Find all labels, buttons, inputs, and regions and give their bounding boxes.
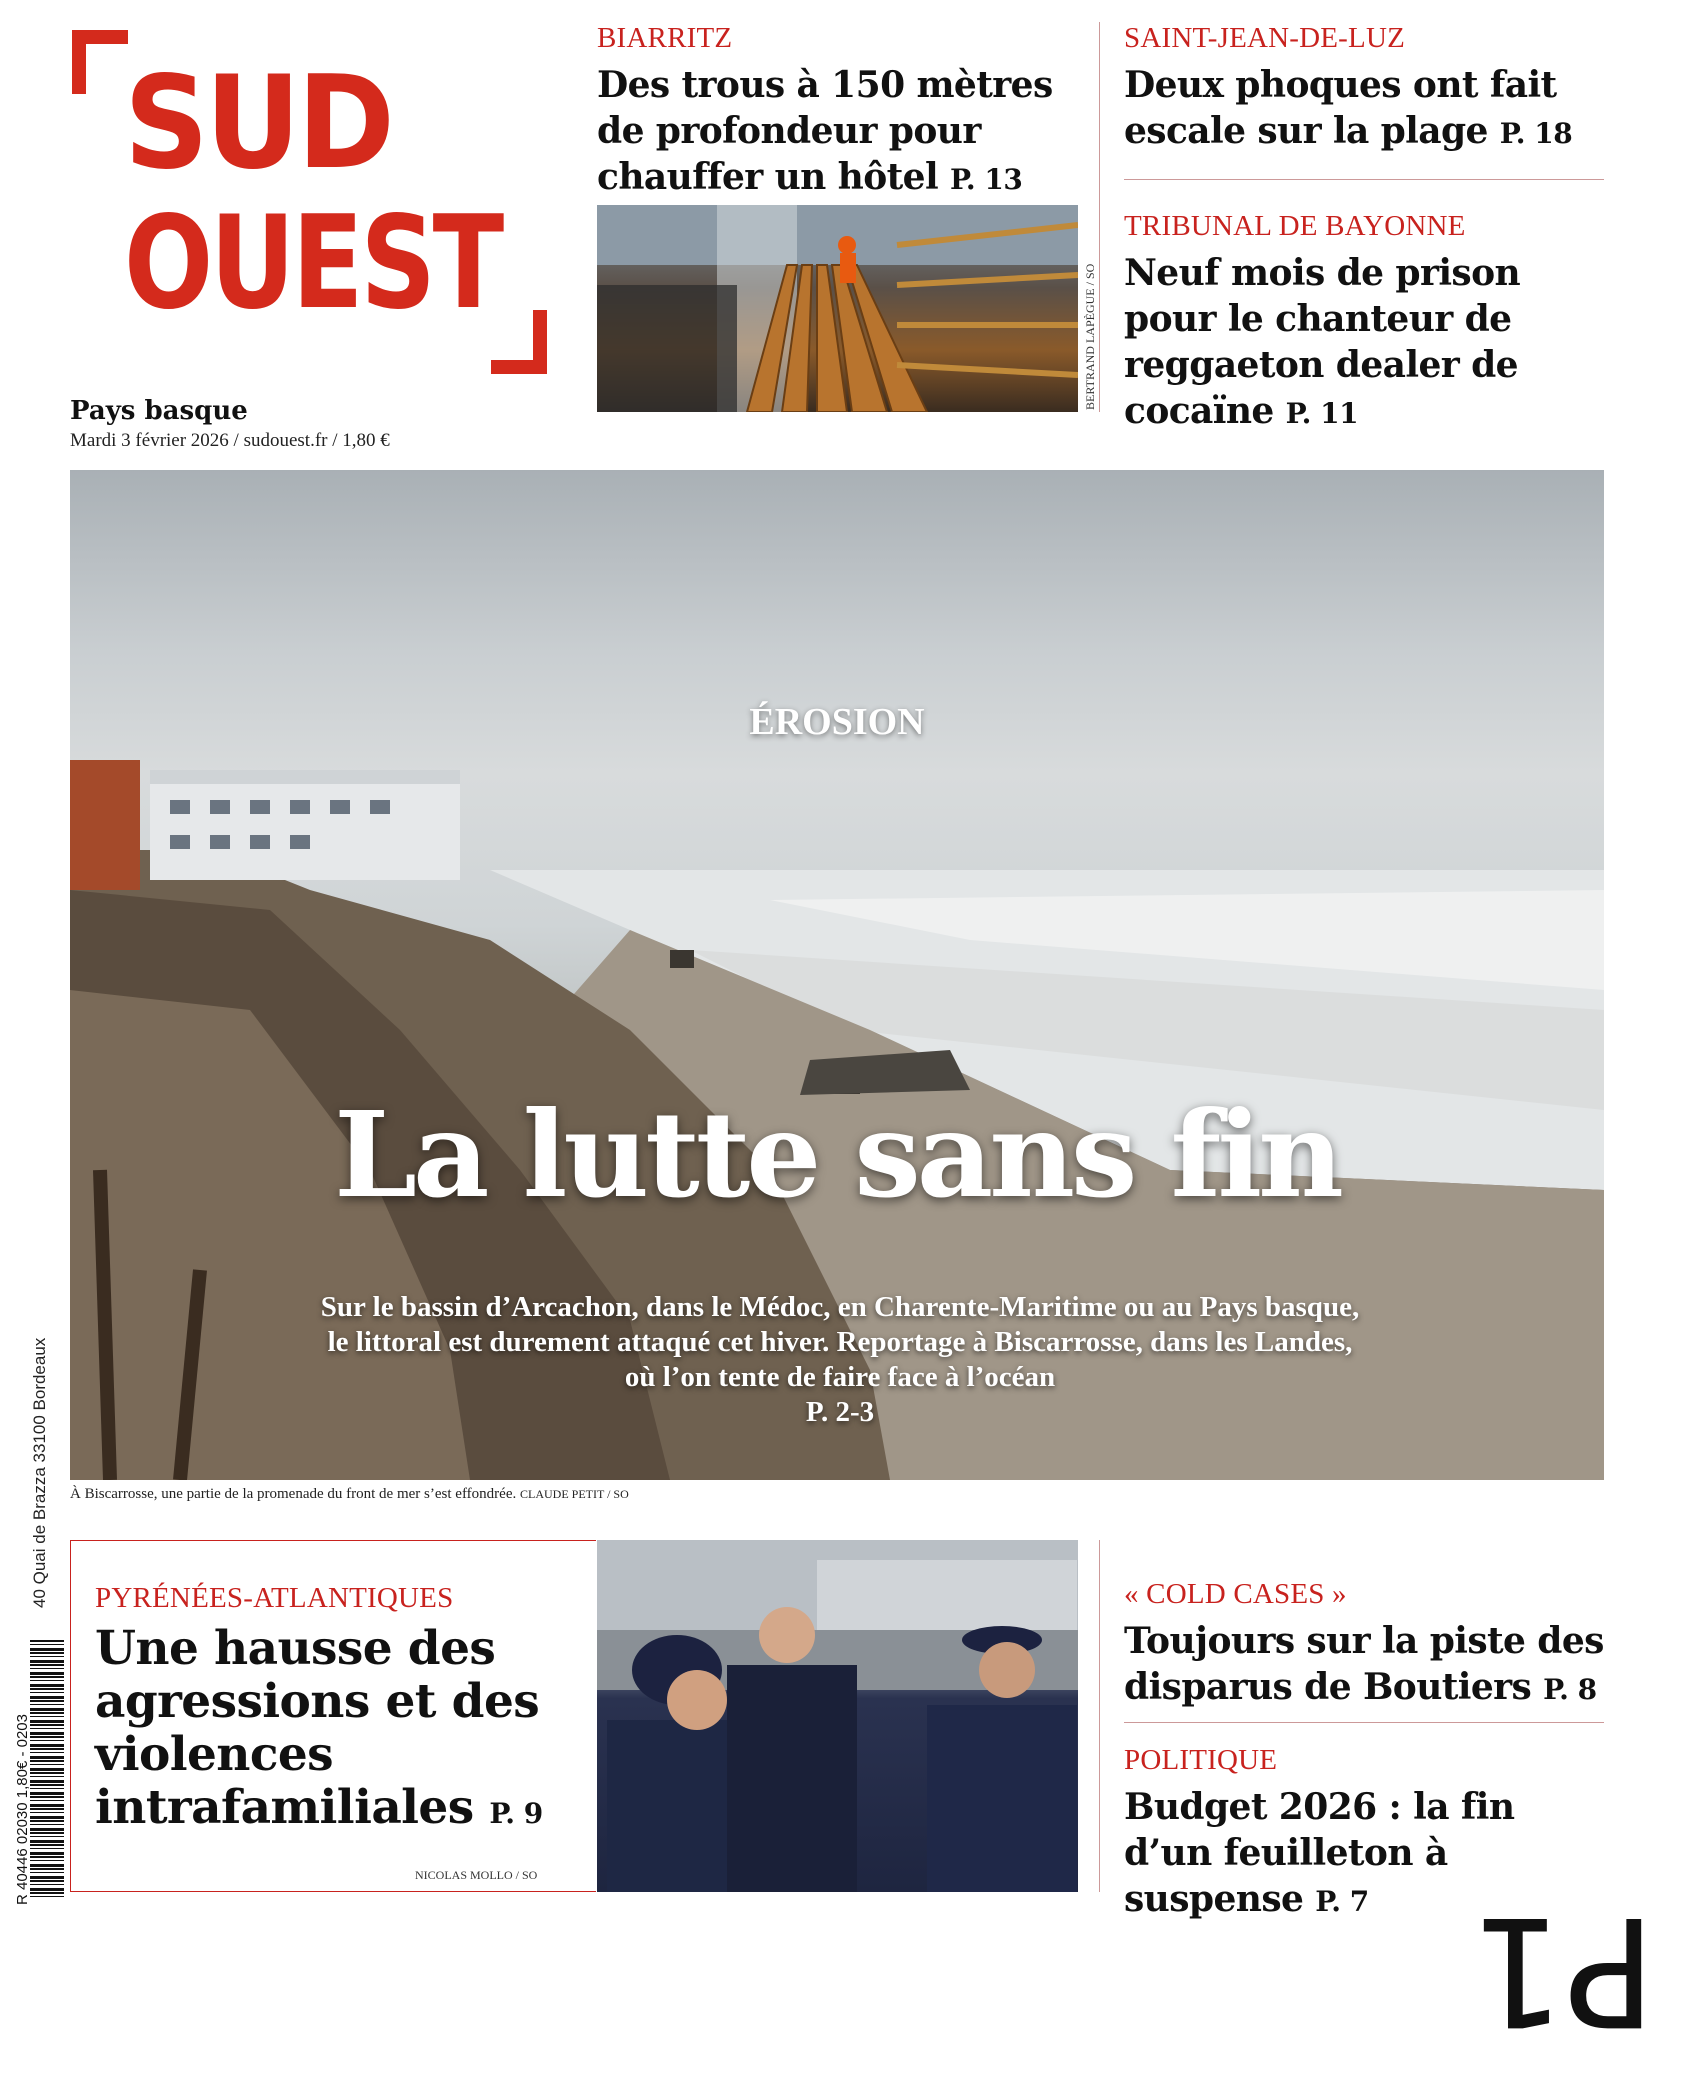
story-kicker-saint-jean-de-luz: SAINT-JEAN-DE-LUZ: [1124, 22, 1406, 54]
barcode-text: R 40446 02030 1,80€ - 0203: [14, 1714, 31, 1905]
headline-text: Toujours sur la piste des disparus de Boutiers: [1124, 1620, 1604, 1708]
photo-credit-pyrenees: NICOLAS MOLLO / SO: [415, 1868, 538, 1882]
headline-text: Neuf mois de prison pour le chanteur de reggaeton dealer de cocaïne: [1124, 252, 1521, 432]
logo-line-sud: SUD: [124, 49, 392, 198]
photo-customs-officers: [597, 1540, 1078, 1892]
logo-bracket-top-left-bar: [72, 30, 128, 44]
lead-kicker: ÉROSION: [749, 701, 925, 743]
headline-text: Deux phoques ont fait escale sur la plage: [1124, 64, 1557, 152]
corner-page-mark: Ρ1: [1470, 1883, 1656, 2057]
story-headline-biarritz[interactable]: [597, 62, 1057, 203]
page-ref: P. 9: [489, 1797, 543, 1830]
story-headline-reggaeton[interactable]: [1124, 250, 1604, 437]
edition-name: Pays basque: [70, 396, 248, 426]
barcode: [30, 1640, 64, 1900]
logo-bracket-bottom-right-bar: [491, 360, 547, 374]
dateline: Mardi 3 février 2026 / sudouest.fr / 1,80 €: [70, 430, 390, 451]
publisher-address: 40 Quai de Brazza 33100 Bordeaux: [30, 1337, 49, 1608]
divider-rule: [1124, 179, 1604, 180]
photo-credit-biarritz: BERTRAND LAPÈGUE / SO: [1083, 263, 1097, 410]
story-kicker-cold-cases: « COLD CASES »: [1124, 1578, 1347, 1610]
logo-line-ouest: OUEST: [124, 189, 501, 338]
story-headline-phoques[interactable]: [1124, 62, 1594, 157]
photo-customs-illustration: [597, 1540, 1078, 1892]
story-kicker-tribunal: TRIBUNAL DE BAYONNE: [1124, 210, 1466, 242]
story-kicker-biarritz: BIARRITZ: [597, 22, 733, 54]
story-headline-agressions[interactable]: [95, 1622, 555, 1840]
divider-rule: [1124, 1722, 1604, 1723]
story-kicker-pyrenees: PYRÉNÉES-ATLANTIQUES: [95, 1582, 454, 1614]
lead-headline[interactable]: La lutte sans fin: [334, 1085, 1340, 1224]
page-ref: P. 11: [1285, 397, 1359, 430]
page-ref: P. 7: [1315, 1885, 1369, 1918]
photo-drilling-pipes-illustration: [597, 205, 1078, 412]
caption-text: À Biscarrosse, une partie de la promenade du front de mer s’est effondrée.: [70, 1486, 517, 1502]
lead-summary-text: Sur le bassin d’Arcachon, dans le Médoc, en Charente-Maritime ou au Pays basque, le littoral est durement attaqué cet hiver. Reportage à Biscarrosse, dans les Landes, où l’on tente de faire face à l’océan: [320, 1291, 1360, 1393]
page-ref: P. 13: [949, 163, 1023, 196]
column-divider-bottom: [1099, 1540, 1100, 1892]
headline-text: Budget 2026 : la fin d’un feuilleton à suspense: [1124, 1786, 1515, 1920]
story-kicker-politique: POLITIQUE: [1124, 1744, 1278, 1776]
headline-text: Une hausse des agressions et des violences intrafamiliales: [95, 1621, 540, 1835]
page-ref: P. 18: [1499, 117, 1573, 150]
headline-text: Des trous à 150 mètres de profondeur pour chauffer un hôtel: [597, 64, 1053, 198]
column-divider-top: [1099, 22, 1100, 412]
story-headline-boutiers[interactable]: [1124, 1618, 1604, 1713]
lead-summary: [320, 1290, 1360, 1430]
hero-caption: [70, 1486, 629, 1503]
lead-page-ref: P. 2-3: [805, 1396, 875, 1428]
photo-drilling-pipes: [597, 205, 1078, 412]
page-ref: P. 8: [1543, 1673, 1597, 1706]
caption-credit: CLAUDE PETIT / SO: [519, 1487, 629, 1501]
